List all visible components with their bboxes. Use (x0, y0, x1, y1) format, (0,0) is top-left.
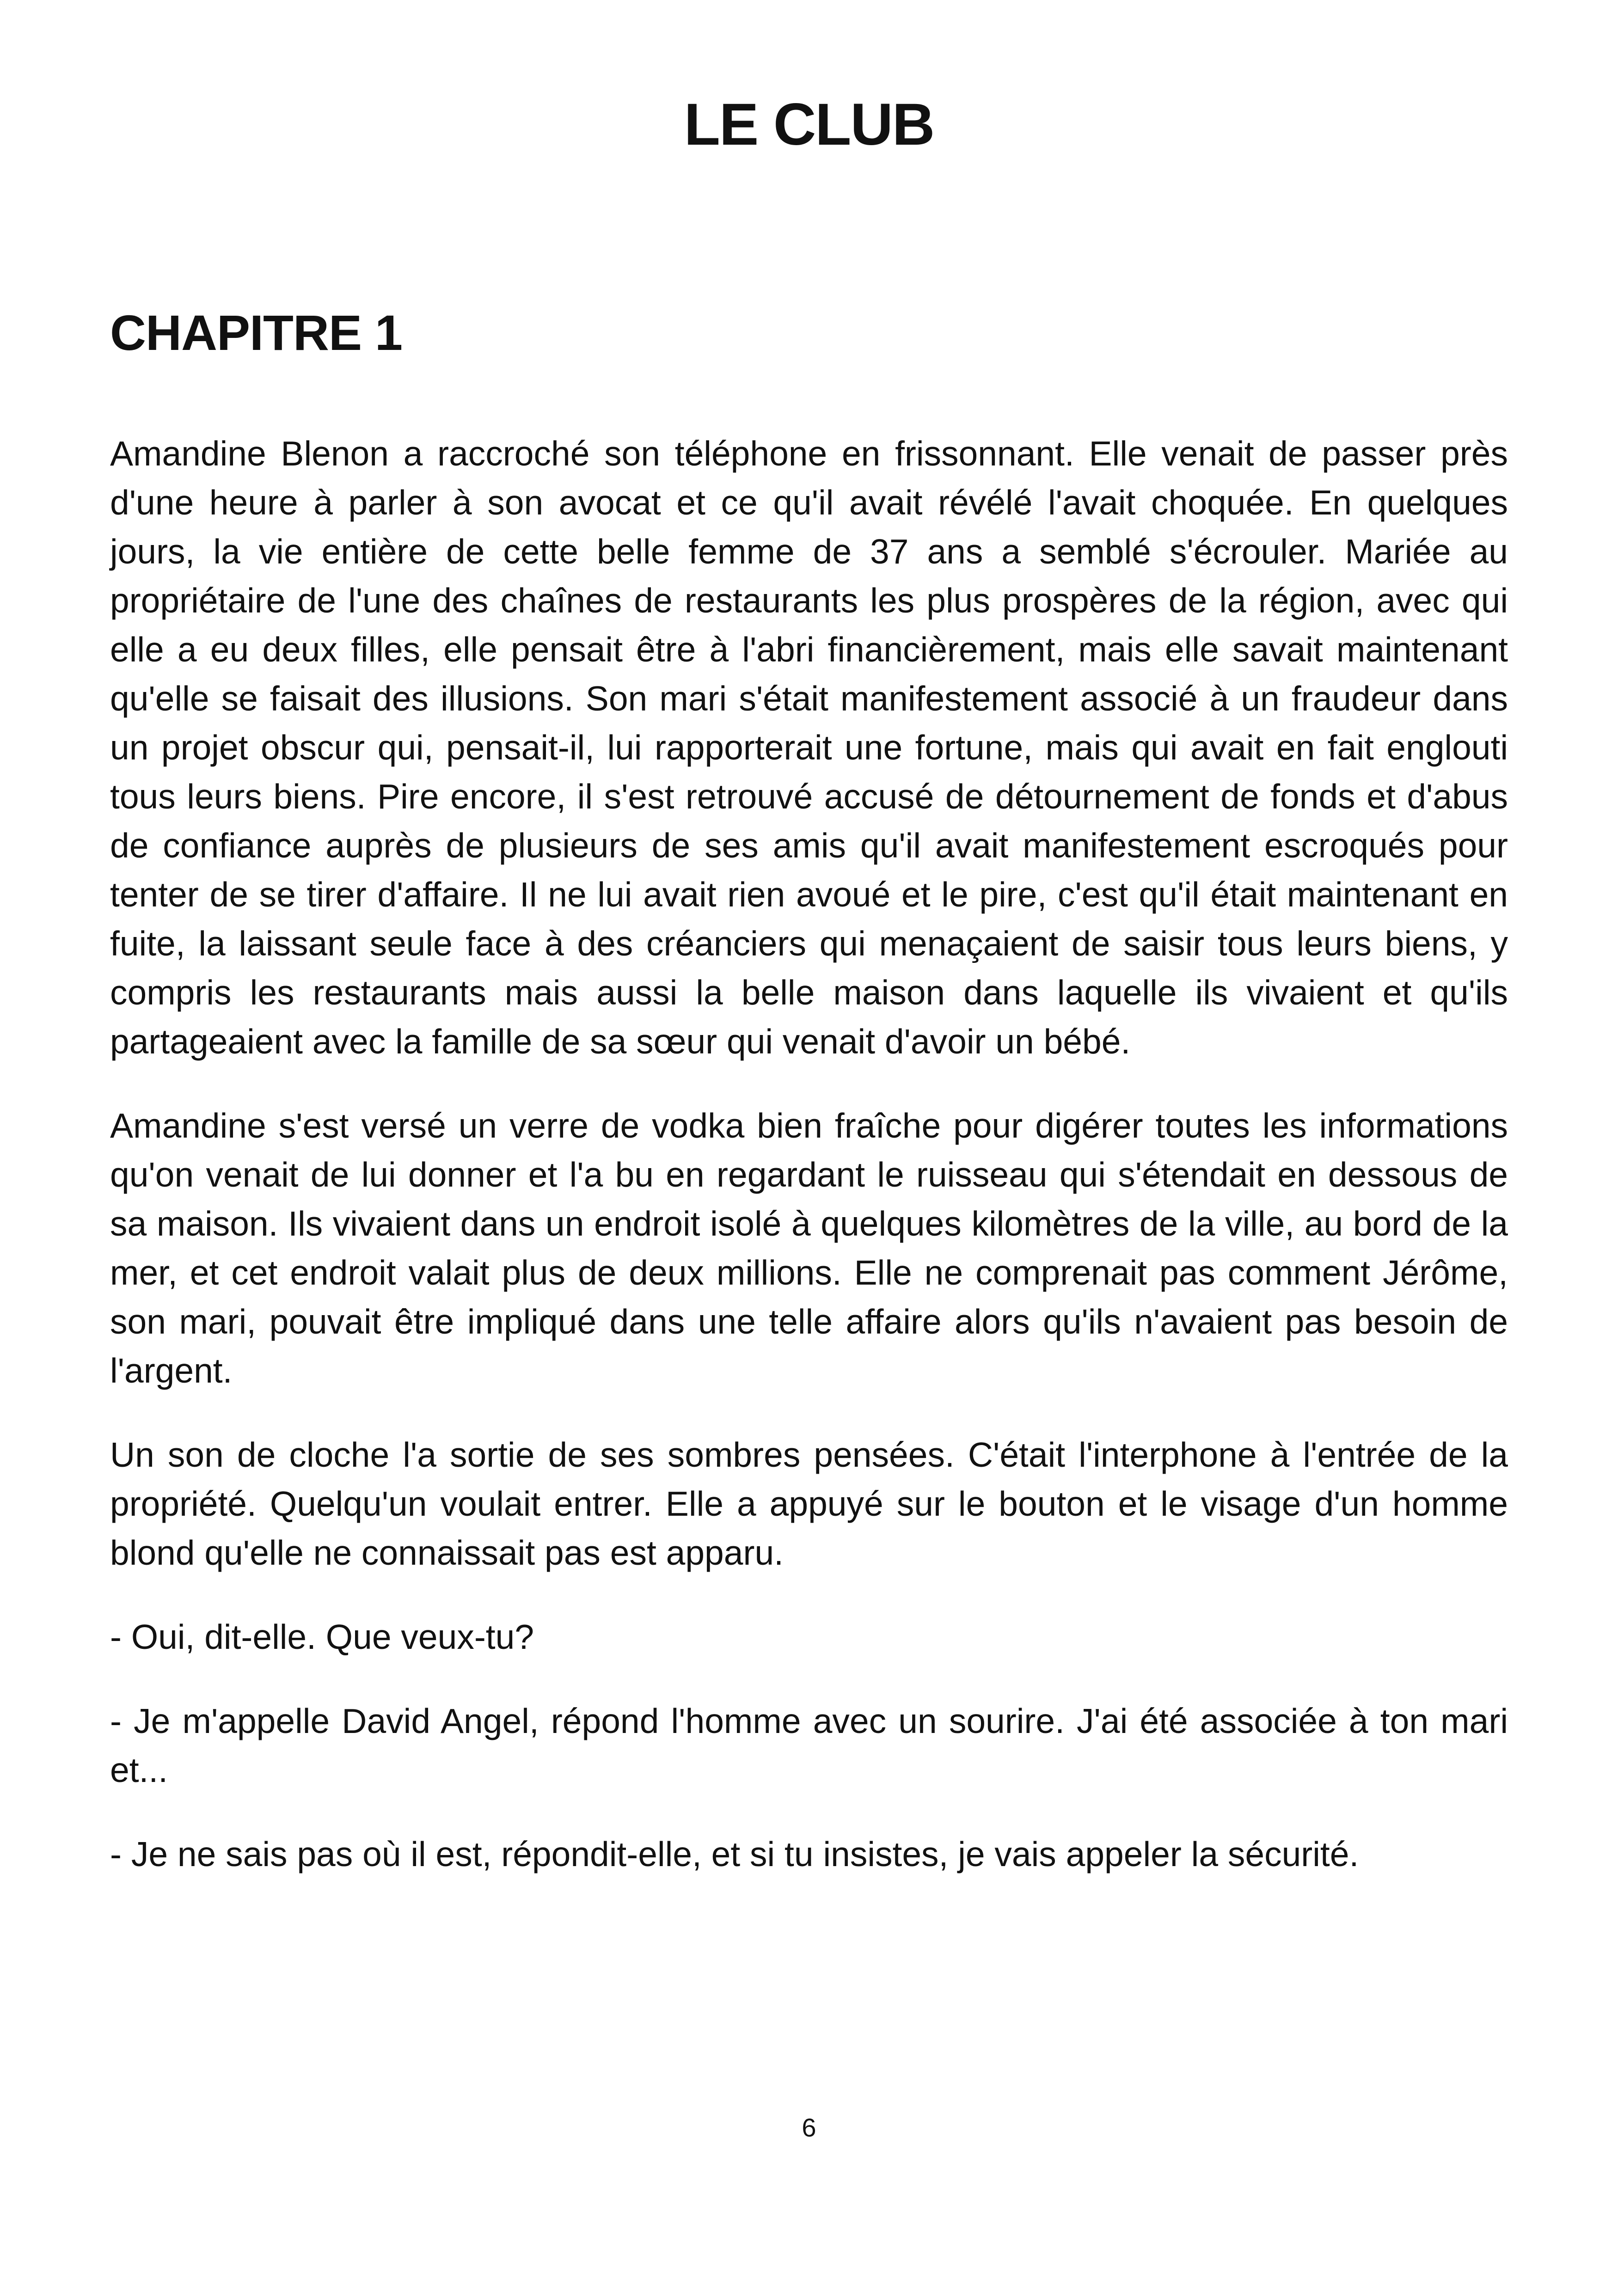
dialogue-line: - Oui, dit-elle. Que veux-tu? (110, 1617, 534, 1656)
chapter-title: CHAPITRE 1 (110, 305, 403, 361)
page-number: 6 (802, 2113, 816, 2142)
paragraph: Amandine Blenon a raccroché son téléphone en frissonnant. Elle venait de passer près d'une heure à parler à son avocat et ce qu'il avait révélé l'avait choquée. En quelques jours, la vie entière de cette belle femme de 37 ans a semblé s'écrouler. Mariée au propriétaire de l'une des chaînes de restaurants les plus prospères de la région, avec qui elle a eu deux filles, elle pensait être à l'abri financièrement, mais elle savait maintenant qu'elle se faisait des illusions. Son mari s'était manifestement associé à un fraudeur dans un projet obscur qui, pensait-il, lui rapporterait une fortune, mais qui avait en fait englouti tous leurs biens. Pire encore, il s'est retrouvé accusé de détournement de fonds et d'abus de confiance auprès de plusieurs de ses amis qu'il avait manifestement escroqués pour tenter de se tirer d'affaire. Il ne lui avait rien avoué et le pire, c'est qu'il était maintenant en fuite, la laissant seule face à des créanciers qui menaçaient de saisir tous leurs biens, y compris les restaurants mais aussi la belle maison dans laquelle ils vivaient et qu'ils partageaient avec la famille de sa sœur qui venait d'avoir un bébé. (110, 434, 1508, 1061)
body-text (110, 429, 1508, 1914)
paragraph: Amandine s'est versé un verre de vodka bien fraîche pour digérer toutes les informations qu'on venait de lui donner et l'a bu en regardant le ruisseau qui s'étendait en dessous de sa maison. Ils vivaient dans un endroit isolé à quelques kilomètres de la ville, au bord de la mer, et cet endroit valait plus de deux millions. Elle ne comprenait pas comment Jérôme, son mari, pouvait être impliqué dans une telle affaire alors qu'ils n'avaient pas besoin de l'argent. (110, 1106, 1508, 1390)
book-title: LE CLUB (684, 92, 934, 158)
paragraph: Un son de cloche l'a sortie de ses sombres pensées. C'était l'interphone à l'entrée de la propriété. Quelqu'un voulait entrer. Elle a appuyé sur le bouton et le visage d'un homme blond qu'elle ne connaissait pas est apparu. (110, 1435, 1508, 1572)
dialogue-line: - Je m'appelle David Angel, répond l'homme avec un sourire. J'ai été associée à ton mari et... (110, 1702, 1508, 1789)
dialogue-line: - Je ne sais pas où il est, répondit-elle, et si tu insistes, je vais appeler la sécurité. (110, 1835, 1359, 1874)
